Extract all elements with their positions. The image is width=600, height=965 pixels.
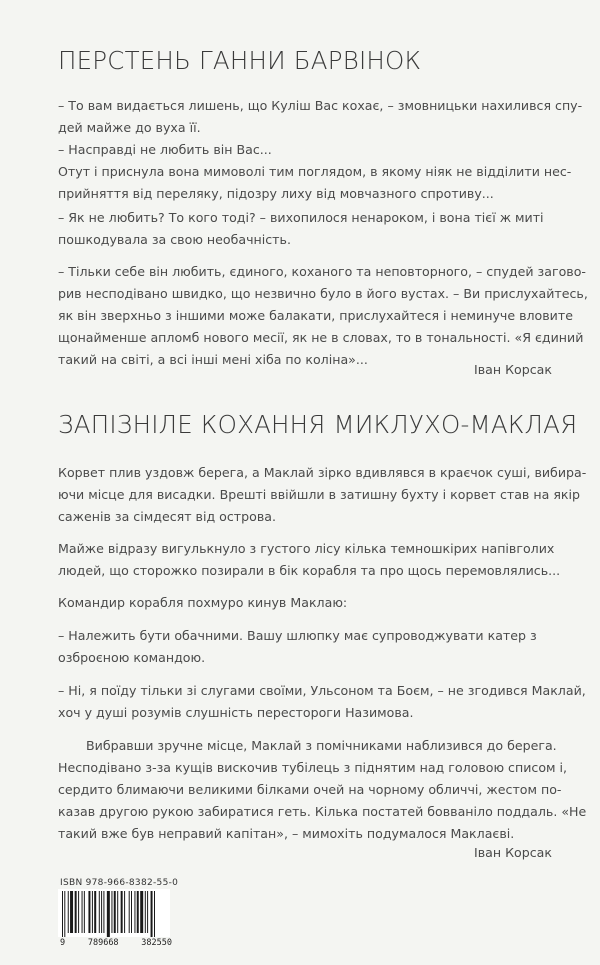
section2-paragraph-5 [58, 680, 586, 724]
barcode-bars [58, 889, 170, 937]
text-line: Несподівано з-за кущів вискочив тубілець з піднятим над головою списом і, [58, 760, 568, 775]
text-line: – Ні, я поїду тільки зі слугами своїми, Ульсоном та Боєм, – не згодився Маклай, [58, 683, 586, 698]
section2-paragraph-1 [58, 462, 587, 528]
section2-title: ЗАПІЗНІЛЕ КОХАННЯ МИКЛУХО-МАКЛАЯ [58, 410, 578, 439]
barcode-digit-group: 789668 [87, 938, 119, 948]
section1-paragraph-1 [58, 95, 583, 205]
text-line: дей майже до вуха її. [58, 120, 201, 135]
text-line: Отут і приснула вона мимоволі тим поглядом, в якому ніяк не відділити нес- [58, 164, 572, 179]
text-line: такий на світі, а всі інші мені хіба по коліна»... [58, 352, 368, 367]
text-line: – Насправді не любить він Вас... [58, 142, 272, 157]
section2-paragraph-6 [58, 735, 587, 845]
barcode-digit-group: 382550 [141, 938, 172, 948]
text-line: рив несподівано швидко, що незвично було в його вустах. – Ви прислухайтесь, [58, 286, 588, 301]
text-line: – Тільки себе він любить, єдиного, коханого та неповторного, – спудей загово- [58, 264, 586, 279]
text-line: Командир корабля похмуро кинув Маклаю: [58, 595, 348, 610]
section1-title: ПЕРСТЕНЬ ГАННИ БАРВІНОК [58, 46, 422, 75]
text-line: щонайменше апломб нового месії, як не в словах, то в тональності. «Я єдиний [58, 330, 584, 345]
barcode-digit-group: 9 [60, 938, 66, 948]
text-line: Корвет плив уздовж берега, а Маклай зірко вдивлявся в краєчок суші, вибира- [58, 465, 587, 480]
text-line: прийняття від переляку, підозру лиху від мовчазного спротиву... [58, 186, 494, 201]
section2-paragraph-4 [58, 625, 548, 669]
section2-paragraph-2 [58, 538, 561, 582]
text-line: такий вже був неправий капітан», – мимохіть подумалося Маклаєві. [58, 826, 515, 841]
section1-paragraph-2 [58, 207, 548, 251]
text-line: саженів за сімдесят від острова. [58, 509, 276, 524]
text-line: Майже відразу вигулькнуло з густого лісу кілька темношкірих напівголих [58, 541, 555, 556]
text-line: людей, що сторожко позирали в бік корабля та про щось перемовлялись... [58, 563, 561, 578]
section2-author: Іван Корсак [474, 845, 552, 860]
text-line: Вибравши зручне місце, Маклай з помічниками наблизився до берега. [86, 738, 557, 753]
text-line: казав другою рукою забиратися геть. Кілька постатей бовваніло поддаль. «Не [58, 804, 587, 819]
text-line: – Належить бути обачними. Вашу шлюпку має супроводжувати катер з [58, 628, 537, 643]
text-line: – Як не любить? То кого тоді? – вихопилося ненароком, і вона тієї ж миті [58, 210, 544, 225]
text-line: озброєною командою. [58, 650, 206, 665]
text-line: пошкодувала за свою необачність. [58, 232, 291, 247]
text-line: сердито блимаючи великими білками очей на чорному обличчі, жестом по- [58, 782, 562, 797]
section1-author: Іван Корсак [474, 362, 552, 377]
isbn-label: ISBN 978-966-8382-55-0 [60, 878, 179, 888]
text-line: хоч у душі розумів слушність перестороги Назимова. [58, 705, 414, 720]
text-line: – То вам видається лишень, що Куліш Вас кохає, – змовницьки нахилився спу- [58, 98, 583, 113]
barcode [58, 889, 170, 937]
text-line: як він зверхньо з іншими може балакати, прислухайтеся і неминуче вловите [58, 308, 573, 323]
section2-paragraph-3 [58, 592, 548, 614]
section1-paragraph-3 [58, 261, 588, 371]
barcode-digits [60, 938, 172, 948]
text-line: ючи місце для висадки. Врешті ввійшли в затишну бухту і корвет став на якір [58, 487, 580, 502]
